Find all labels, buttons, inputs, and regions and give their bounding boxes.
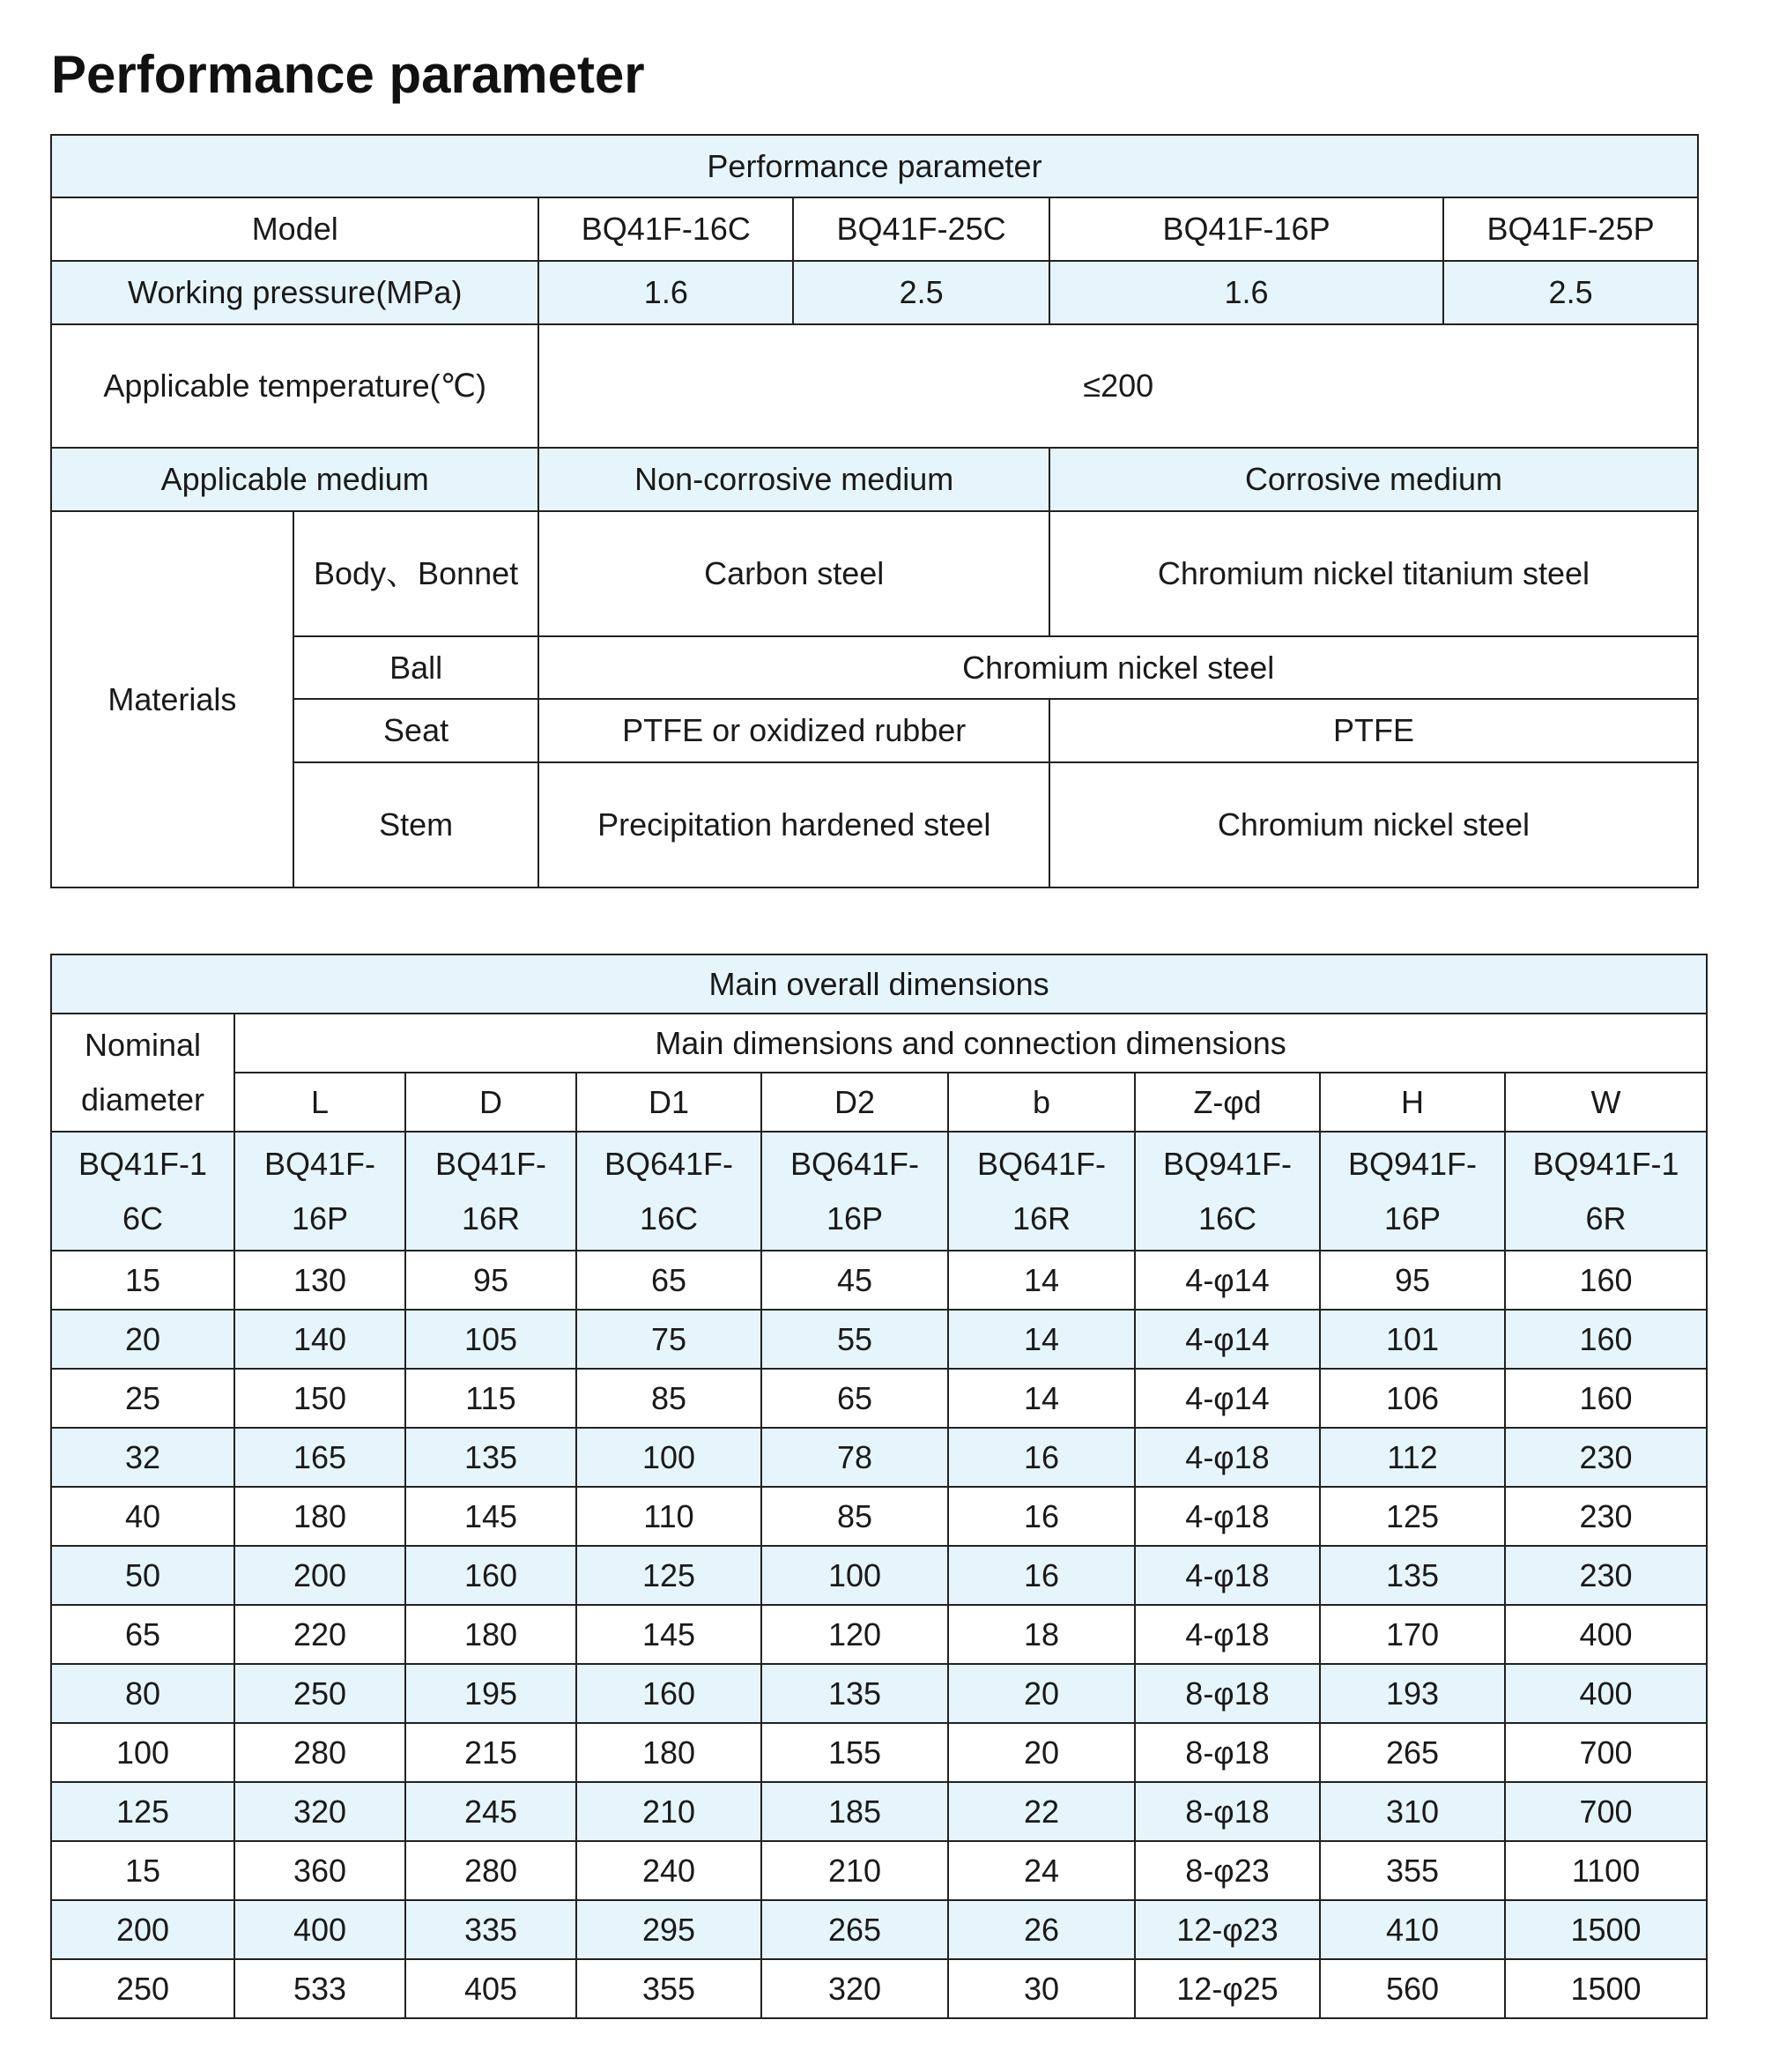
dims-column-header: L [234,1073,405,1132]
dimension-cell: 320 [234,1782,405,1841]
dims-model-line: BQ641F- [976,1145,1107,1182]
materials-label: Materials [51,511,293,887]
dimension-cell: 26 [948,1900,1135,1959]
dimension-cell: 155 [761,1723,948,1782]
dims-model-cell [1320,1132,1505,1251]
dimension-cell: 533 [234,1959,405,2018]
dims-column-header-row [51,1073,1707,1132]
dimension-cell: 405 [405,1959,576,2018]
dimension-cell: 185 [761,1782,948,1841]
table-row [51,1487,1707,1546]
dimension-cell: 115 [405,1369,576,1428]
dimension-cell: 85 [576,1369,761,1428]
table-row [51,1841,1707,1900]
dims-model-line: 6C [122,1199,164,1237]
dimension-cell: 160 [1505,1369,1707,1428]
nominal-diameter-cell: 15 [51,1841,234,1900]
medium-label: Applicable medium [51,448,538,511]
nominal-diameter-cell: 200 [51,1900,234,1959]
dimension-cell: 120 [761,1605,948,1664]
dimension-cell: 45 [761,1251,948,1310]
nominal-diameter-label: Nominal diameter [51,1014,234,1132]
material-row [51,511,1698,636]
dimension-cell: 1100 [1505,1841,1707,1900]
dims-model-cell [1135,1132,1320,1251]
table-row [51,1900,1707,1959]
dimension-cell: 55 [761,1310,948,1369]
dimension-cell: 8-φ23 [1135,1841,1320,1900]
dimension-cell: 110 [576,1487,761,1546]
dimension-cell: 100 [576,1428,761,1487]
dims-model-line: 16P [826,1199,884,1237]
dimension-cell: 12-φ25 [1135,1959,1320,2018]
dimension-cell: 1500 [1505,1900,1707,1959]
table-row [51,1723,1707,1782]
dimension-cell: 78 [761,1428,948,1487]
dimension-cell: 14 [948,1369,1135,1428]
dimension-cell: 8-φ18 [1135,1723,1320,1782]
dims-group-label: Main dimensions and connection dimensions [234,1014,1707,1073]
dimension-cell: 12-φ23 [1135,1900,1320,1959]
dimension-cell: 210 [761,1841,948,1900]
dimension-cell: 135 [1320,1546,1505,1605]
dimension-cell: 24 [948,1841,1135,1900]
dimension-cell: 4-φ18 [1135,1605,1320,1664]
dims-column-header: W [1505,1073,1707,1132]
material-value: Chromium nickel titanium steel [1049,511,1698,636]
dimension-cell: 125 [1320,1487,1505,1546]
page-title: Performance parameter [51,45,645,104]
dims-column-header: Z-φd [1135,1073,1320,1132]
dimension-cell: 95 [1320,1251,1505,1310]
dims-model-line: BQ41F- [434,1145,547,1182]
dimension-cell: 700 [1505,1782,1707,1841]
pressure-label: Working pressure(MPa) [51,261,538,324]
nominal-diameter-cell: 20 [51,1310,234,1369]
material-value: PTFE [1049,699,1698,762]
dimension-cell: 4-φ14 [1135,1251,1320,1310]
material-value: Chromium nickel steel [1049,762,1698,887]
nominal-diameter-cell: 250 [51,1959,234,2018]
dimension-cell: 130 [234,1251,405,1310]
perf-pressure-row [51,261,1698,324]
table-row [51,1310,1707,1369]
nominal-diameter-cell: 125 [51,1782,234,1841]
dimension-cell: 112 [1320,1428,1505,1487]
temperature-value: ≤200 [538,324,1698,448]
dimension-cell: 320 [761,1959,948,2018]
pressure-cell: 2.5 [1443,261,1698,324]
dims-model-line: BQ41F- [263,1145,376,1182]
dims-model-line: 16P [1383,1199,1442,1237]
dimension-cell: 135 [761,1664,948,1723]
dimension-cell: 195 [405,1664,576,1723]
perf-medium-row [51,448,1698,511]
dimension-cell: 1500 [1505,1959,1707,2018]
material-row [51,699,1698,762]
dimension-cell: 400 [1505,1664,1707,1723]
dims-model-cell [234,1132,405,1251]
dimension-cell: 160 [576,1664,761,1723]
dimension-cell: 215 [405,1723,576,1782]
dimension-cell: 4-φ14 [1135,1369,1320,1428]
model-cell: BQ41F-25C [793,197,1049,261]
dims-model-cell [1505,1132,1707,1251]
dimension-cell: 65 [761,1369,948,1428]
pressure-cell: 1.6 [1049,261,1443,324]
dims-model-line: BQ941F- [1162,1145,1293,1182]
dimension-cell: 145 [576,1605,761,1664]
dimension-cell: 230 [1505,1546,1707,1605]
dimensions-table [50,954,1708,2019]
dimension-cell: 700 [1505,1723,1707,1782]
dimension-cell: 8-φ18 [1135,1664,1320,1723]
model-cell: BQ41F-25P [1443,197,1698,261]
dims-column-header: D [405,1073,576,1132]
dimension-cell: 8-φ18 [1135,1782,1320,1841]
model-cell: BQ41F-16P [1049,197,1443,261]
dimension-cell: 310 [1320,1782,1505,1841]
dimension-cell: 16 [948,1546,1135,1605]
model-cell: BQ41F-16C [538,197,793,261]
dimension-cell: 135 [405,1428,576,1487]
nominal-diameter-cell: 80 [51,1664,234,1723]
nominal-diameter-cell: 32 [51,1428,234,1487]
table-row [51,1782,1707,1841]
pressure-cell: 2.5 [793,261,1049,324]
dims-model-line: BQ641F- [789,1145,920,1182]
dimension-cell: 193 [1320,1664,1505,1723]
material-part: Body、Bonnet [293,511,539,636]
dimension-cell: 4-φ18 [1135,1487,1320,1546]
dimension-cell: 16 [948,1428,1135,1487]
dimension-cell: 145 [405,1487,576,1546]
table-row [51,1959,1707,2018]
dimension-cell: 165 [234,1428,405,1487]
material-part: Stem [293,762,539,887]
performance-table [50,134,1699,888]
dimension-cell: 180 [576,1723,761,1782]
dimension-cell: 150 [234,1369,405,1428]
dimension-cell: 4-φ14 [1135,1310,1320,1369]
nominal-diameter-cell: 65 [51,1605,234,1664]
dimension-cell: 30 [948,1959,1135,2018]
dimension-cell: 100 [761,1546,948,1605]
dimension-cell: 250 [234,1664,405,1723]
dimension-cell: 410 [1320,1900,1505,1959]
dims-column-header: b [948,1073,1135,1132]
dims-model-line: BQ941F- [1347,1145,1478,1182]
material-value: PTFE or oxidized rubber [538,699,1049,762]
dims-model-cell [761,1132,948,1251]
dimension-cell: 355 [1320,1841,1505,1900]
nominal-diameter-cell: 15 [51,1251,234,1310]
dimension-cell: 360 [234,1841,405,1900]
dims-column-header: D1 [576,1073,761,1132]
dims-model-line: 6R [1585,1199,1627,1237]
dimension-cell: 20 [948,1664,1135,1723]
dimension-cell: 75 [576,1310,761,1369]
dimension-cell: 16 [948,1487,1135,1546]
dimension-cell: 160 [1505,1310,1707,1369]
perf-caption: Performance parameter [51,135,1698,197]
perf-model-row [51,197,1698,261]
medium-value: Non-corrosive medium [538,448,1049,511]
dimension-cell: 160 [405,1546,576,1605]
dimension-cell: 4-φ18 [1135,1428,1320,1487]
dims-model-line: 16R [1012,1199,1071,1237]
dimension-cell: 180 [234,1487,405,1546]
dims-model-line: 16C [639,1199,699,1237]
dims-model-row [51,1132,1707,1251]
dimension-cell: 355 [576,1959,761,2018]
material-value: Chromium nickel steel [538,636,1698,699]
table-row [51,1546,1707,1605]
medium-value: Corrosive medium [1049,448,1698,511]
nominal-diameter-cell: 25 [51,1369,234,1428]
nominal-diameter-cell: 100 [51,1723,234,1782]
dimension-cell: 18 [948,1605,1135,1664]
dimension-cell: 400 [1505,1605,1707,1664]
dimension-cell: 20 [948,1723,1135,1782]
dimension-cell: 265 [761,1900,948,1959]
material-part: Seat [293,699,539,762]
dimension-cell: 140 [234,1310,405,1369]
table-row [51,1664,1707,1723]
dims-model-cell [405,1132,576,1251]
dimension-cell: 170 [1320,1605,1505,1664]
dims-model-cell [576,1132,761,1251]
dimension-cell: 105 [405,1310,576,1369]
table-row [51,1605,1707,1664]
dims-caption-row [51,954,1707,1014]
dims-column-header: H [1320,1073,1505,1132]
dimension-cell: 200 [234,1546,405,1605]
dimension-cell: 265 [1320,1723,1505,1782]
dimension-cell: 160 [1505,1251,1707,1310]
material-value: Precipitation hardened steel [538,762,1049,887]
dimension-cell: 85 [761,1487,948,1546]
table-row [51,1369,1707,1428]
dimension-cell: 22 [948,1782,1135,1841]
dimension-cell: 295 [576,1900,761,1959]
nominal-diameter-cell: 40 [51,1487,234,1546]
dims-model-line: BQ41F-1 [78,1145,208,1182]
dimension-cell: 125 [576,1546,761,1605]
perf-temperature-row [51,324,1698,448]
nominal-diameter-cell: 50 [51,1546,234,1605]
dimension-cell: 101 [1320,1310,1505,1369]
dimension-cell: 95 [405,1251,576,1310]
dimension-cell: 560 [1320,1959,1505,2018]
table-row [51,1428,1707,1487]
dimension-cell: 240 [576,1841,761,1900]
dims-column-header: D2 [761,1073,948,1132]
dims-model-line: 16P [291,1199,349,1237]
dims-model-line: 16C [1197,1199,1257,1237]
table-row [51,1251,1707,1310]
material-value: Carbon steel [538,511,1049,636]
dims-model-line: BQ641F- [604,1145,734,1182]
dimension-cell: 14 [948,1310,1135,1369]
dimension-cell: 400 [234,1900,405,1959]
dimension-cell: 230 [1505,1487,1707,1546]
dims-model-cell [51,1132,234,1251]
dimension-cell: 106 [1320,1369,1505,1428]
dimension-cell: 335 [405,1900,576,1959]
dims-model-line: BQ941F-1 [1532,1145,1679,1182]
model-label: Model [51,197,538,261]
dimension-cell: 280 [234,1723,405,1782]
material-row [51,636,1698,699]
dimension-cell: 210 [576,1782,761,1841]
dimension-cell: 220 [234,1605,405,1664]
dimension-cell: 245 [405,1782,576,1841]
dimension-cell: 180 [405,1605,576,1664]
dims-caption: Main overall dimensions [51,954,1707,1014]
dimension-cell: 230 [1505,1428,1707,1487]
material-row [51,762,1698,887]
dims-model-cell [948,1132,1135,1251]
dimension-cell: 280 [405,1841,576,1900]
dimension-cell: 4-φ18 [1135,1546,1320,1605]
material-part: Ball [293,636,539,699]
dimension-cell: 65 [576,1251,761,1310]
pressure-cell: 1.6 [538,261,793,324]
dims-model-line: 16R [461,1199,521,1237]
dims-group-row [51,1014,1707,1073]
perf-caption-row [51,135,1698,197]
temperature-label: Applicable temperature(℃) [51,324,538,448]
dimension-cell: 14 [948,1251,1135,1310]
